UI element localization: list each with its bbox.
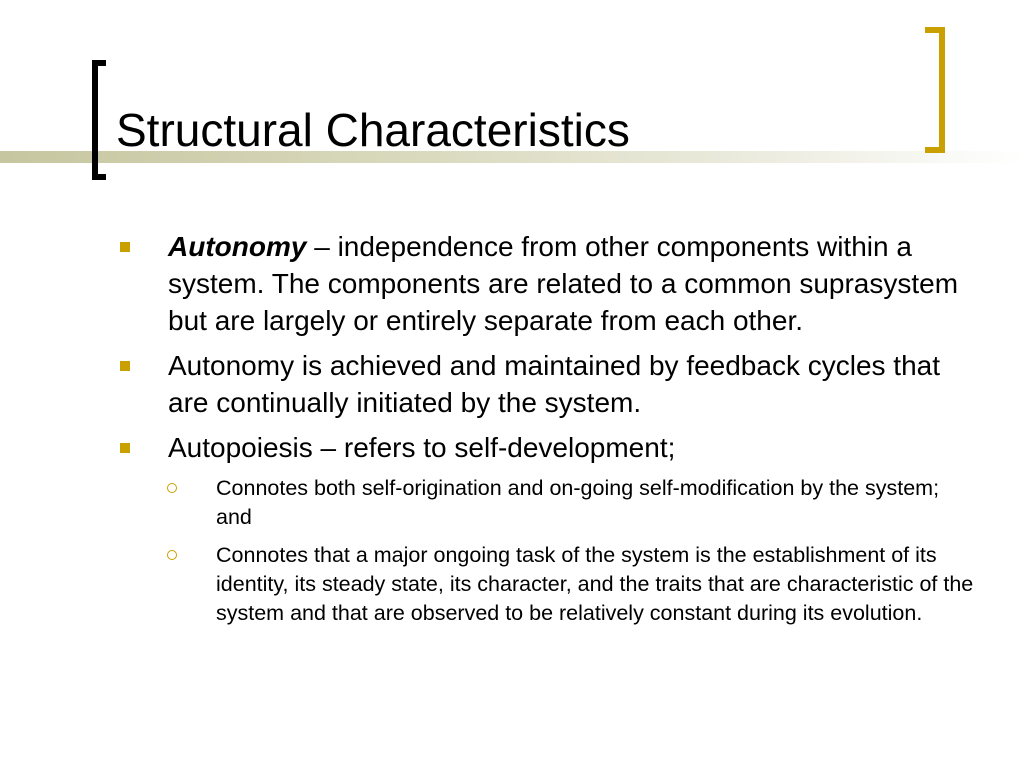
circle-bullet-icon [167,483,177,493]
bullet-text: – independence from other components within a system. The components are related to a common suprasystem but are largely or entirely separate from each other. [168,231,959,336]
bullet-list [116,228,976,637]
circle-bullet-icon [167,550,177,560]
square-bullet-icon [120,443,130,453]
square-bullet-icon [120,361,130,371]
sub-bullet-item [116,541,976,628]
bullet-item [116,347,976,421]
square-bullet-icon [120,242,130,252]
bullet-item [116,228,976,339]
bullet-text: Autopoiesis – refers to self-development; [168,432,676,463]
sub-bullet-text: Connotes both self-origination and on-going self-modification by the system; and [216,476,940,529]
right-bracket-decoration [925,27,945,153]
bullet-item [116,429,976,466]
bullet-emphasis: Autonomy [168,231,307,262]
slide-title: Structural Characteristics [116,104,630,156]
bullet-text: Autonomy is achieved and maintained by feedback cycles that are continually initiated by the system. [168,350,941,418]
sub-bullet-text: Connotes that a major ongoing task of the system is the establishment of its identity, its steady state, its character, and the traits that are characteristic of the system and that are observed to be relatively constant during its evolution. [216,543,974,625]
sub-bullet-item [116,474,976,532]
left-bracket-decoration [92,60,106,180]
